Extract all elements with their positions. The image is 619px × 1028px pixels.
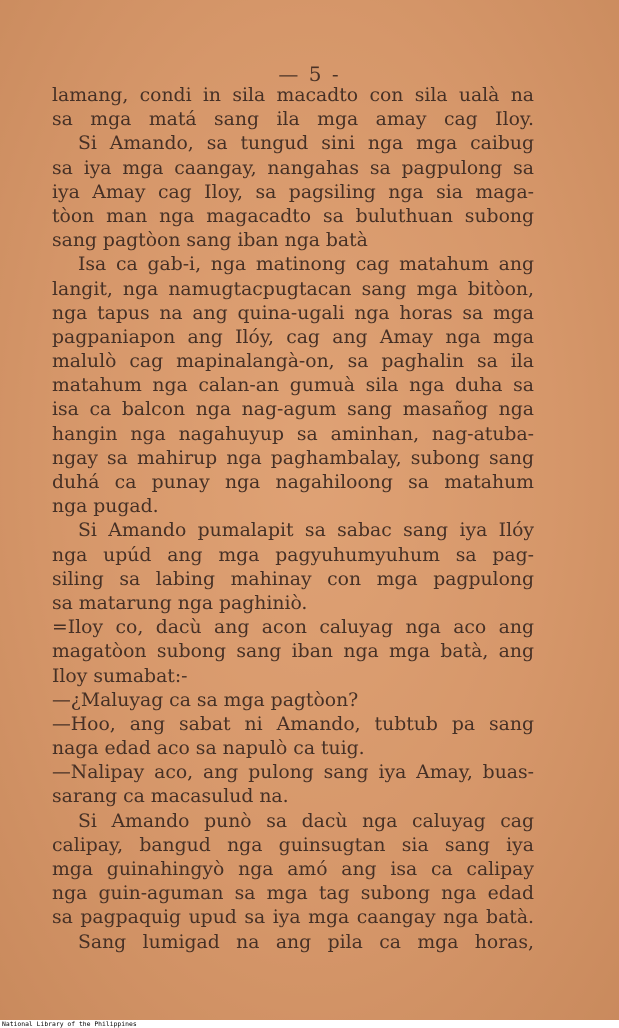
text-line: hangin nga nagahuyup sa aminhan, nag-atuba- (52, 423, 534, 445)
text-line: nga tapus na ang quina-ugali nga horas sa mga (52, 302, 534, 324)
text-line: ngay sa mahirup nga paghambalay, subong sang (52, 447, 534, 469)
text-line: —Nalipay aco, ang pulong sang iya Amay, buas- (52, 762, 534, 784)
text-line: Isa ca gab-i, nga matinong cag matahum ang (78, 254, 534, 276)
text-line: —¿Maluyag ca sa mga pagtòon? (52, 689, 359, 711)
text-line: duhá ca punay nga nagahiloong sa matahum (52, 472, 534, 493)
text-line: pagpaniapon ang Ilóy, cag ang Amay nga mga (52, 326, 534, 348)
text-line: naga edad aco sa napulò ca tuig. (52, 738, 365, 760)
text-line: Si Amando punò sa dacù nga caluyag cag (78, 810, 534, 832)
text-line: matahum nga calan-an gumuà sila nga duha sa (52, 375, 534, 397)
text-line: —Hoo, ang sabat ni Amando, tubtub pa sang (52, 713, 534, 735)
text-line: malulò cag mapinalangà-on, sa paghalin sa ila (52, 351, 534, 373)
text-line: tòon man nga magacadto sa buluthuan subong (52, 205, 534, 227)
text-line: sa pagpaquig upud sa iya mga caangay nga batà. (52, 907, 534, 929)
text-line: nga upúd ang mga pagyuhumyuhum sa pag- (52, 544, 534, 566)
text-line: sa mga matá sang ila mga amay cag Iloy. (52, 109, 534, 131)
text-line: isa ca balcon nga nag-agum sang masañog nga (52, 399, 534, 421)
text-line: magatòon subong sang iban nga mga batà, ang (52, 641, 534, 663)
text-line: Sang lumigad na ang pila ca mga horas, (78, 931, 534, 953)
text-line: nga guin-aguman sa mga tag subong nga edad (52, 883, 534, 905)
text-line: lamang, condi in sila macadto con sila ualà na (52, 85, 534, 106)
text-line: sang pagtòon sang iban nga batà (52, 230, 368, 252)
text-line: =Iloy co, dacù ang acon caluyag nga aco ang (52, 617, 534, 639)
body-text (52, 84, 534, 955)
text-line: Si Amando pumalapit sa sabac sang iya Ilóy (78, 520, 534, 542)
text-line: langit, nga namugtacpugtacan sang mga bitòon, (52, 278, 534, 300)
text-line: siling sa labing mahinay con mga pagpulong (52, 568, 534, 590)
text-line: Iloy sumabat:- (52, 665, 188, 687)
text-line: calipay, bangud nga guinsugtan sia sang iya (52, 834, 534, 856)
text-line: Si Amando, sa tungud sini nga mga caibug (78, 133, 534, 155)
page-number: — 5 - (278, 62, 341, 86)
text-line: mga guinahingyò nga amó ang isa ca calipay (52, 859, 534, 880)
text-line: iya Amay cag Iloy, sa pagsiling nga sia maga- (52, 181, 534, 203)
text-line: sarang ca macasulud na. (52, 786, 289, 808)
library-attribution: National Library of the Philippines (2, 1020, 137, 1028)
text-line: sa iya mga caangay, nangahas sa pagpulong sa (52, 157, 534, 179)
text-line: nga pugad. (52, 496, 159, 518)
text-line: sa matarung nga paghiniò. (52, 592, 308, 614)
